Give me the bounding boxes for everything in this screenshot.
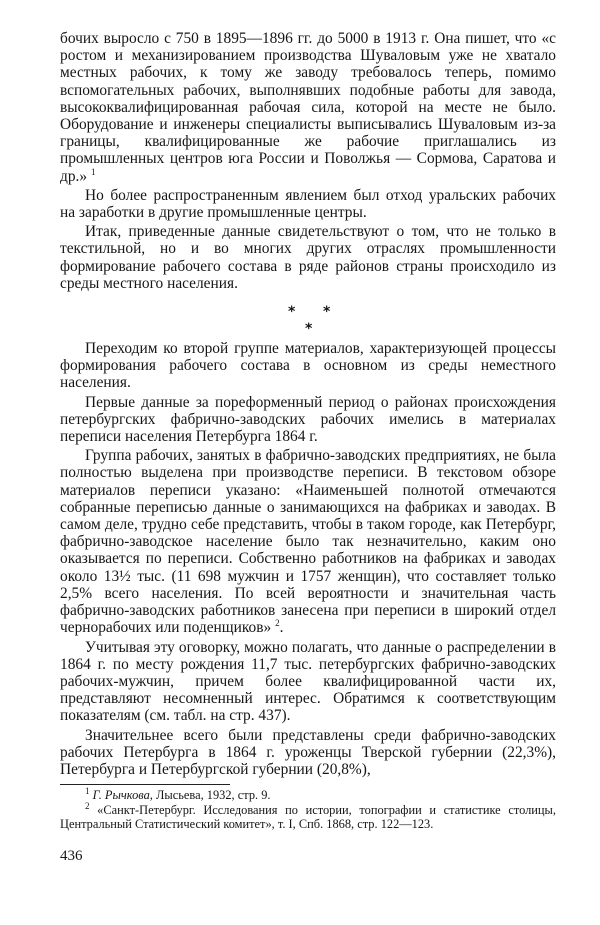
paragraph-1: бочих выросло с 750 в 1895—1896 гг. до 5000 в 1913 г. Она пишет, что «с ростом и механизированием производства Шуваловым уже не хватало местных рабочих, к тому же заводу требовалось теперь, помимо вспомогательных рабочих, выполнявших подобные работы для завода, высококвалифицированная рабочая сила, которой на месте не было. Оборудование и инженеры специалисты выписывались Шуваловым из-за границы, квалифицированные же рабочие приглашались из промышленных центров юга России и Поволжья — Сормова, Саратова и др.» $^1$: [60, 30, 556, 185]
paragraph-4: Переходим ко второй группе материалов, характеризующей процессы формирования рабочего состава в основном из среды неместного населения.: [60, 340, 556, 392]
paragraph-6: Группа рабочих, занятых в фабрично-заводских предприятиях, не была полностью выделена при производстве переписи. В текстовом обзоре материалов переписи указано: «Наименьшей полнотой отмечаются собранные переписью данные о занимающихся на фабриках и заводах. В самом деле, трудно себе представить, чтобы в таком городе, как Петербург, фабрично-заводское население было так незначительно, каким оно оказывается по переписи. Собственно работников на фабриках и заводах около 13½ тыс. (11 698 мужчин и 1757 женщин), что составляет только 2,5% всего населения. По всей вероятности и значительная часть фабрично-заводских работников занесена при переписи в широкий отдел чернорабочих или поденщиков» $^2$.: [60, 447, 556, 637]
section-separator: [60, 304, 556, 338]
separator-star-1: *: [288, 304, 296, 321]
footnote-ref-2[interactable]: 2: [275, 618, 280, 629]
paragraph-3: Итак, приведенные данные свидетельствуют о том, что не только в текстильной, но и во многих других отраслях промышленности формирование рабочего состава в ряде районов страны происходило из среды местного населения.: [60, 223, 556, 292]
paragraph-7: Учитывая эту оговорку, можно полагать, что данные о распределении в 1864 г. по месту рождения 11,7 тыс. петербургских фабрично-заводских рабочих-мужчин, причем более квалифицированной части их, представляют несомненный интерес. Обратимся к соответствующим показателям (см. табл. на стр. 437).: [60, 638, 556, 725]
separator-star-2: *: [323, 304, 331, 321]
paragraph-5: Первые данные за пореформенный период о районах происхождения петербургских фабрично-заводских рабочих имелись в материалах переписи населения Петербурга 1864 г.: [60, 393, 556, 446]
paragraph-8: Значительнее всего были представлены среди фабрично-заводских рабочих Петербурга в 1864 г. уроженцы Тверской губернии (22,3%), Петербурга и Петербургской губернии (20,8%),: [60, 726, 556, 778]
footnote-1: $^1$ Г. Рычкова, Лысьева, 1932, стр. 9.: [85, 786, 271, 803]
paragraph-2: Но более распространенным явлением был отход уральских рабочих на заработки в другие промышленные центры.: [60, 186, 556, 222]
separator-star-3: *: [305, 321, 313, 338]
footnote-author: Г. Рычкова,: [92, 788, 153, 803]
footnote-ref-1[interactable]: 1: [90, 166, 96, 177]
page-body: [60, 30, 556, 832]
page-number: 436: [60, 848, 83, 864]
footnote-2: $^2$ «Санкт-Петербург. Исследования по истории, топографии и статистике столицы, Центральный Статистический комитет», т. I, Спб. 1868, стр. 122—123.: [60, 800, 556, 832]
footnotes: [60, 788, 556, 832]
